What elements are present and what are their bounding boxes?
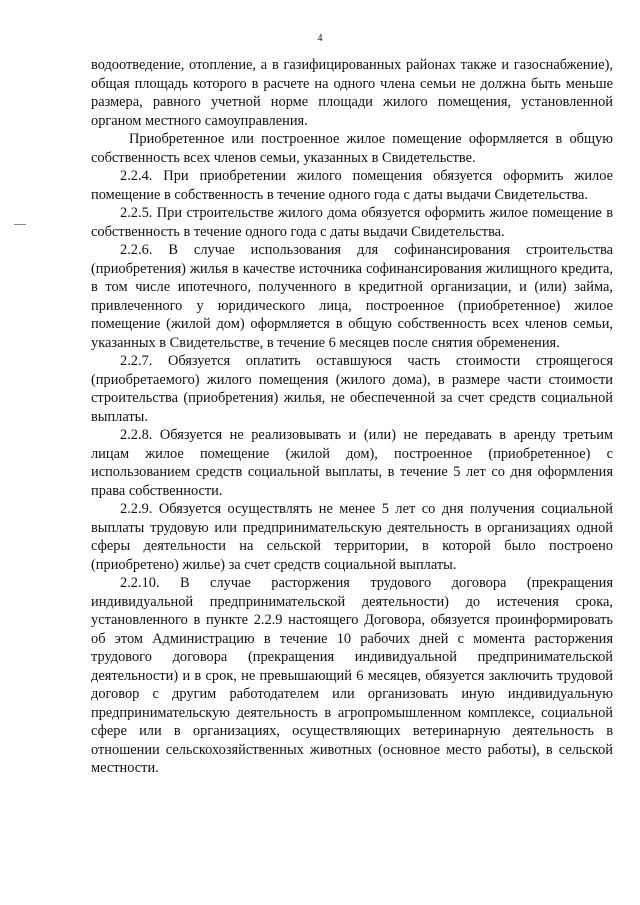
paragraph-ownership: Приобретенное или построенное жилое помещение оформляется в общую собственность всех членов семьи, указанных в Свидетельстве. (91, 131, 613, 166)
paragraph-2-2-8: 2.2.8. Обязуется не реализовывать и (или) не передавать в аренду третьим лицам жилое помещение (жилой дом), построенное (приобретенное) с использованием средств социальной выплаты, в течение 5 лет со дня оформления права собственности. (91, 427, 613, 499)
paragraph-2-2-6: 2.2.6. В случае использования для софинансирования строительства (приобретения) жилья в качестве источника софинансирования жилищного кредита, в том числе ипотечного, полученного в кредитной организации, и (или) займа, привлеченного у юридического лица, построенное (приобретенное) жилое помещение (жилой дом) оформляется в общую собственность всех членов семьи, указанных в Свидетельстве, в течение 6 месяцев после снятия обременения. (91, 242, 613, 351)
document-body (91, 56, 613, 778)
paragraph-2-2-4: 2.2.4. При приобретении жилого помещения обязуется оформить жилое помещение в собственность в течение одного года с даты выдачи Свидетельства. (91, 168, 613, 203)
margin-mark (14, 224, 26, 225)
paragraph-2-2-10: 2.2.10. В случае расторжения трудового договора (прекращения индивидуальной предпринимательской деятельности) до истечения срока, установленного в пункте 2.2.9 настоящего Договора, обязуется проинформировать об этом Администрацию в течение 10 рабочих дней с момента расторжения трудового договора (прекращения индивидуальной предпринимательской деятельности) и в срок, не превышающий 6 месяцев, обязуется заключить трудовой договор с другим работодателем или организовать иную индивидуальную предпринимательскую деятельность в агропромышленном комплексе, социальной сфере или в организациях, осуществляющих ветеринарную деятельность в отношении сельскохозяйственных животных (основное место работы), в сельской местности. (91, 575, 613, 776)
paragraph-continuation: водоотведение, отопление, а в газифицированных районах также и газоснабжение), общая площадь которого в расчете на одного члена семьи не должна быть меньше размера, равного учетной норме площади жилого помещения, установленной органом местного самоуправления. (91, 57, 613, 129)
paragraph-2-2-7: 2.2.7. Обязуется оплатить оставшуюся часть стоимости строящегося (приобретаемого) жилого помещения (жилого дома), в размере части стоимости строительства (приобретения) жилья, не обеспеченной за счет средств социальной выплаты. (91, 353, 613, 425)
paragraph-2-2-5: 2.2.5. При строительстве жилого дома обязуется оформить жилое помещение в собственность в течение одного года с даты выдачи Свидетельства. (91, 205, 613, 240)
page-number: 4 (317, 33, 323, 44)
paragraph-2-2-9: 2.2.9. Обязуется осуществлять не менее 5 лет со дня получения социальной выплаты трудовую или предпринимательскую деятельность в организациях одной сферы деятельности на сельской территории, в которой было построено (приобретено) жилье) за счет средств социальной выплаты. (91, 501, 613, 573)
